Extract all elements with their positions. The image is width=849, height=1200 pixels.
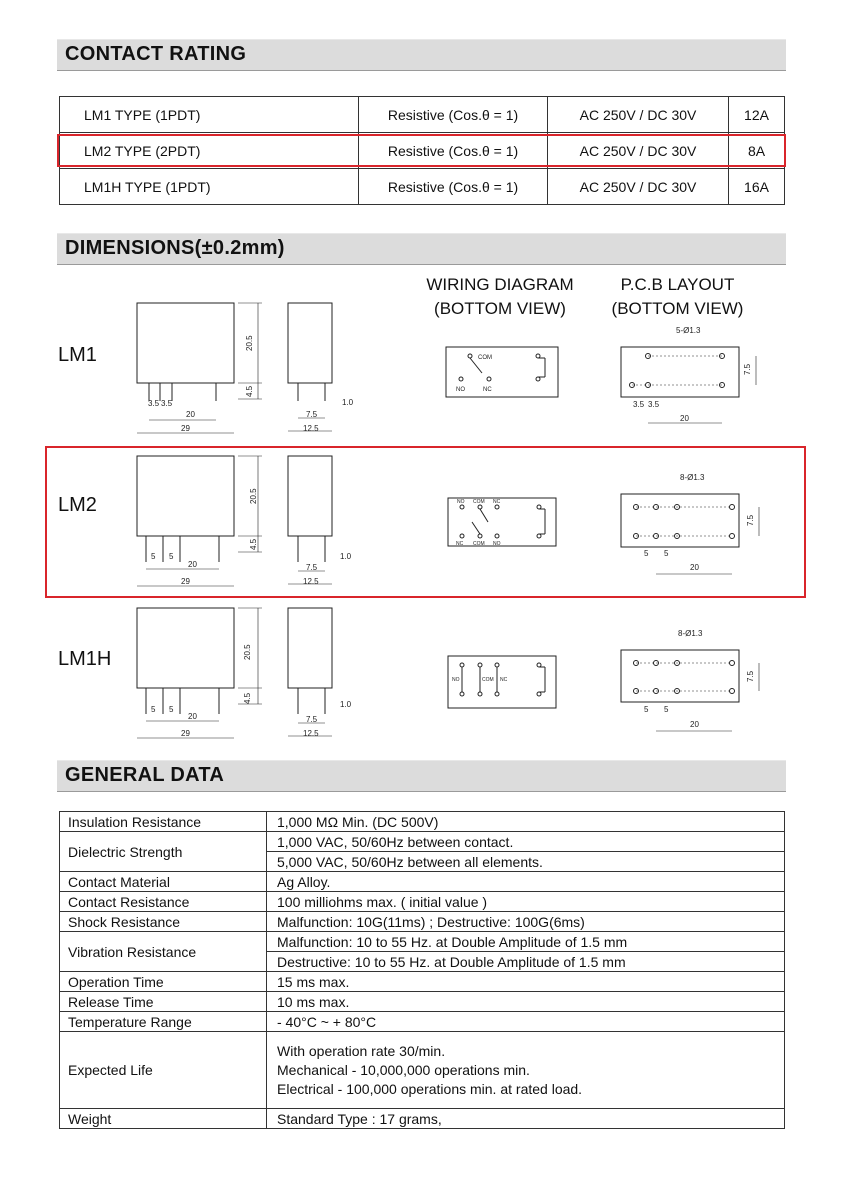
- svg-text:20.5: 20.5: [249, 488, 258, 504]
- dim-p1: 3.5: [148, 399, 160, 408]
- model-label: LM1: [58, 344, 97, 366]
- svg-text:20: 20: [680, 414, 689, 423]
- svg-text:8-Ø1.3: 8-Ø1.3: [680, 473, 705, 482]
- svg-text:20: 20: [690, 563, 699, 572]
- svg-text:3.5: 3.5: [648, 400, 660, 409]
- rated-current: 16A: [729, 169, 785, 205]
- dim-side-w: 12.5: [303, 424, 319, 433]
- dim-p2: 3.5: [161, 399, 173, 408]
- spec-value: 1,000 VAC, 50/60Hz between contact.: [267, 832, 785, 852]
- spec-value: Malfunction: 10 to 55 Hz. at Double Amplitude of 1.5 mm: [267, 932, 785, 952]
- spec-label: Operation Time: [60, 972, 267, 992]
- table-row: [60, 812, 785, 832]
- load-type: Resistive (Cos.θ = 1): [359, 133, 548, 169]
- table-row: [60, 832, 785, 852]
- section-title: DIMENSIONS(±0.2mm): [65, 237, 285, 259]
- dim-side-p: 7.5: [306, 410, 318, 419]
- spec-value: Malfunction: 10G(11ms) ; Destructive: 100G(6ms): [267, 912, 785, 932]
- svg-text:5: 5: [151, 705, 156, 714]
- svg-text:5: 5: [664, 549, 669, 558]
- svg-text:1.0: 1.0: [340, 700, 352, 709]
- wiring-diagram-heading: WIRING DIAGRAM (BOTTOM VIEW): [426, 275, 574, 318]
- relay-type: LM1 TYPE (1PDT): [60, 97, 359, 133]
- svg-text:NO: NO: [493, 541, 501, 547]
- spec-value: Ag Alloy.: [267, 872, 785, 892]
- svg-text:COM: COM: [478, 355, 492, 361]
- spec-value: 5,000 VAC, 50/60Hz between all elements.: [267, 852, 785, 872]
- table-row: [60, 872, 785, 892]
- dim-h1: 20.5: [245, 335, 254, 351]
- svg-text:12.5: 12.5: [303, 729, 319, 738]
- general-data-table: [59, 811, 785, 1129]
- table-row: [60, 1032, 785, 1109]
- svg-text:COM: COM: [473, 499, 485, 505]
- spec-label: Weight: [60, 1109, 267, 1129]
- svg-text:20: 20: [690, 720, 699, 729]
- svg-text:7.5: 7.5: [746, 670, 755, 682]
- svg-text:NC: NC: [456, 541, 464, 547]
- spec-value: [267, 1032, 785, 1109]
- rated-current: 8A: [729, 133, 785, 169]
- section-title: GENERAL DATA: [65, 764, 225, 786]
- spec-value: 100 milliohms max. ( initial value ): [267, 892, 785, 912]
- table-row: [60, 892, 785, 912]
- svg-text:29: 29: [181, 729, 190, 738]
- rated-voltage: AC 250V / DC 30V: [548, 133, 729, 169]
- model-label: LM1H: [58, 648, 112, 670]
- svg-text:20: 20: [188, 712, 197, 721]
- table-row: [60, 992, 785, 1012]
- life-line: Electrical - 100,000 operations min. at rated load.: [277, 1080, 583, 1097]
- rated-current: 12A: [729, 97, 785, 133]
- svg-text:COM: COM: [482, 677, 494, 683]
- dim-w-front: 29: [181, 424, 190, 433]
- svg-text:7.5: 7.5: [746, 514, 755, 526]
- spec-value: 1,000 MΩ Min. (DC 500V): [267, 812, 785, 832]
- relay-type: LM1H TYPE (1PDT): [60, 169, 359, 205]
- dim-w-pins: 20: [186, 410, 195, 419]
- svg-text:NC: NC: [500, 677, 508, 683]
- spec-value: Standard Type : 17 grams,: [267, 1109, 785, 1129]
- svg-text:7.5: 7.5: [306, 715, 318, 724]
- svg-text:5: 5: [644, 549, 649, 558]
- life-line: Mechanical - 10,000,000 operations min.: [277, 1061, 530, 1078]
- svg-text:5: 5: [151, 552, 156, 561]
- spec-label: Shock Resistance: [60, 912, 267, 932]
- section-title: CONTACT RATING: [65, 43, 247, 65]
- svg-text:5: 5: [664, 705, 669, 714]
- dim-pin-d: 1.0: [342, 398, 354, 407]
- svg-text:5: 5: [169, 552, 174, 561]
- svg-text:8-Ø1.3: 8-Ø1.3: [678, 629, 703, 638]
- spec-value: 10 ms max.: [267, 992, 785, 1012]
- spec-label: Vibration Resistance: [60, 932, 267, 972]
- svg-text:COM: COM: [473, 541, 485, 547]
- spec-value: - 40°C ~ + 80°C: [267, 1012, 785, 1032]
- spec-label: Dielectric Strength: [60, 832, 267, 872]
- svg-text:4.5: 4.5: [243, 692, 252, 704]
- svg-text:20: 20: [188, 560, 197, 569]
- life-line: With operation rate 30/min.: [277, 1042, 446, 1059]
- table-row: [60, 932, 785, 952]
- spec-label: Expected Life: [60, 1032, 267, 1109]
- svg-text:7.5: 7.5: [743, 363, 752, 375]
- svg-text:NC: NC: [493, 499, 501, 505]
- svg-text:NO: NO: [457, 499, 465, 505]
- general-data-header: [57, 760, 786, 792]
- load-type: Resistive (Cos.θ = 1): [359, 97, 548, 133]
- load-type: Resistive (Cos.θ = 1): [359, 169, 548, 205]
- table-row: [60, 1109, 785, 1129]
- spec-label: Release Time: [60, 992, 267, 1012]
- svg-text:4.5: 4.5: [249, 538, 258, 550]
- spec-label: Contact Material: [60, 872, 267, 892]
- table-row: [60, 912, 785, 932]
- spec-label: Insulation Resistance: [60, 812, 267, 832]
- svg-text:5: 5: [169, 705, 174, 714]
- svg-text:20.5: 20.5: [243, 644, 252, 660]
- rated-voltage: AC 250V / DC 30V: [548, 169, 729, 205]
- svg-text:NO: NO: [452, 677, 460, 683]
- spec-value: 15 ms max.: [267, 972, 785, 992]
- svg-text:3.5: 3.5: [633, 400, 645, 409]
- table-row: [60, 1012, 785, 1032]
- relay-type: LM2 TYPE (2PDT): [60, 133, 359, 169]
- pcb-layout-heading: P.C.B LAYOUT (BOTTOM VIEW): [611, 275, 744, 318]
- svg-text:7.5: 7.5: [306, 563, 318, 572]
- svg-text:NO: NO: [456, 387, 465, 393]
- svg-text:29: 29: [181, 577, 190, 586]
- model-label: LM2: [58, 494, 97, 516]
- rated-voltage: AC 250V / DC 30V: [548, 97, 729, 133]
- svg-text:1.0: 1.0: [340, 552, 352, 561]
- spec-label: Contact Resistance: [60, 892, 267, 912]
- svg-text:5: 5: [644, 705, 649, 714]
- pcb-holes: 5-Ø1.3: [676, 326, 701, 335]
- table-row: [60, 972, 785, 992]
- spec-value: Destructive: 10 to 55 Hz. at Double Amplitude of 1.5 mm: [267, 952, 785, 972]
- spec-label: Temperature Range: [60, 1012, 267, 1032]
- svg-text:NC: NC: [483, 387, 492, 393]
- svg-text:12.5: 12.5: [303, 577, 319, 586]
- dim-h2: 4.5: [245, 385, 254, 397]
